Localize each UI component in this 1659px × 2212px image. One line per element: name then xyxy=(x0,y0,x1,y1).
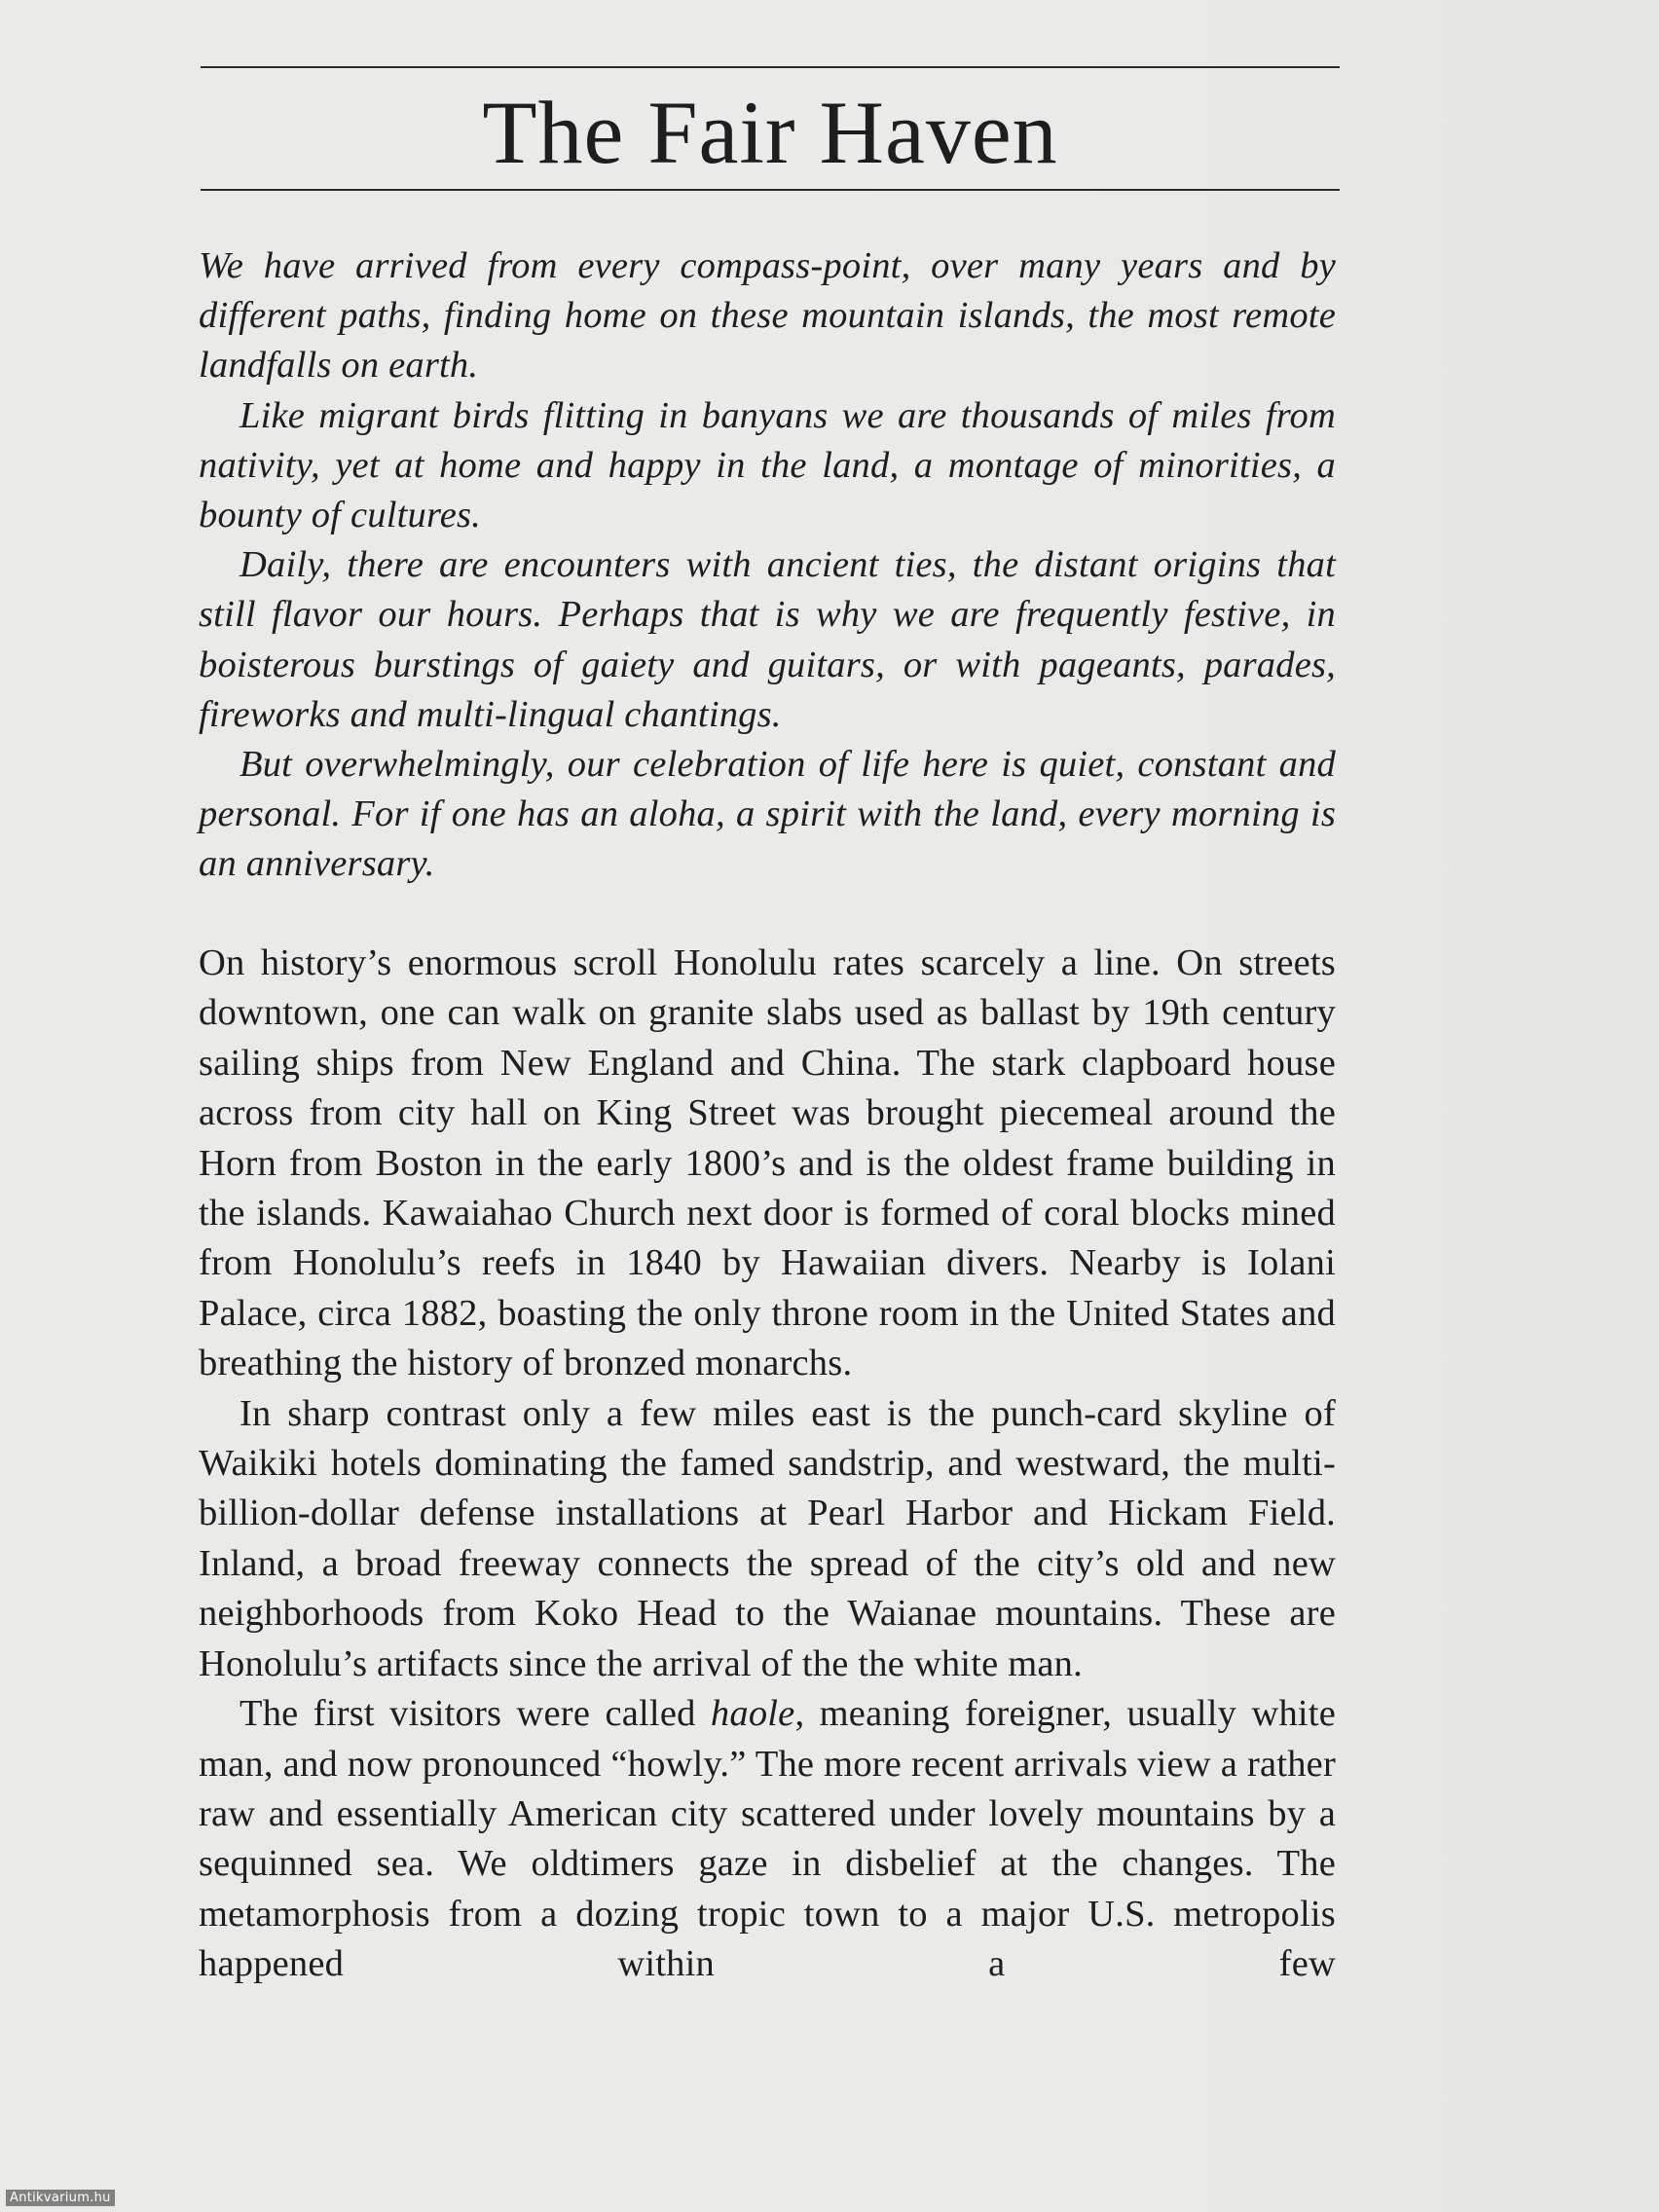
italic-intro xyxy=(199,241,1336,890)
paragraph-text-end: , meaning foreigner, usually white man, and now pronounced “howly.” The more recent arrivals view a rather raw and essentially American city scattered under lovely mountains by a sequinned sea. We oldtimers gaze in disbelief at the changes. The metamorphosis from a dozing tropic town to a major U.S. metropolis happened within a few xyxy=(199,1693,1336,1985)
body-paragraph: On history’s enormous scroll Honolulu rates scarcely a line. On streets downtown, one can walk on granite slabs used as ballast by 19th century sailing ships from New England and China. The stark clapboard house across from city hall on King Street was brought piecemeal around the Horn from Boston in the early 1800’s and is the oldest frame building in the islands. Kawaiahao Church next door is formed of coral blocks mined from Honolulu’s reefs in 1840 by Hawaiian divers. Nearby is Iolani Palace, circa 1882, boasting the only throne room in the United States and breathing the history of bronzed monarchs. xyxy=(199,942,1336,1384)
body-text xyxy=(199,939,1336,1990)
body-paragraph xyxy=(199,1689,1336,1989)
intro-paragraph: Like migrant birds flitting in banyans we are thousands of miles from nativity, yet at home and happy in the land, a montage of minorities, a bounty of cultures. xyxy=(199,394,1336,536)
page-title: The Fair Haven xyxy=(482,83,1058,182)
intro-paragraph: But overwhelmingly, our celebration of life here is quiet, constant and personal. For if one has an aloha, a spirit with the land, every morning is an anniversary. xyxy=(199,744,1336,885)
intro-paragraph: We have arrived from every compass-point, over many years and by different paths, finding home on these mountain islands, the most remote landfalls on earth. xyxy=(199,245,1336,387)
title-bottom-rule xyxy=(201,189,1340,191)
paragraph-text-start: The first visitors were called xyxy=(240,1693,711,1735)
italic-term-haole: haole xyxy=(710,1693,795,1735)
intro-paragraph: Daily, there are encounters with ancient ties, the distant origins that still flavor our hours. Perhaps that is why we are frequently festive, in boisterous burstings of gaiety and guitars, or with pageants, parades, fireworks and multi-lingual chantings. xyxy=(199,544,1336,735)
title-top-rule xyxy=(201,66,1340,68)
body-paragraph: In sharp contrast only a few miles east is the punch-card skyline of Waikiki hotels dominating the famed sandstrip, and westward, the multi-billion-dollar defense installations at Pearl Harbor and Hickam Field. Inland, a broad freeway connects the spread of the city’s old and new neighborhoods from Koko Head to the Waianae mountains. These are Honolulu’s artifacts since the arrival of the the white man. xyxy=(199,1392,1336,1684)
site-watermark: Antikvarium.hu xyxy=(6,2190,115,2206)
